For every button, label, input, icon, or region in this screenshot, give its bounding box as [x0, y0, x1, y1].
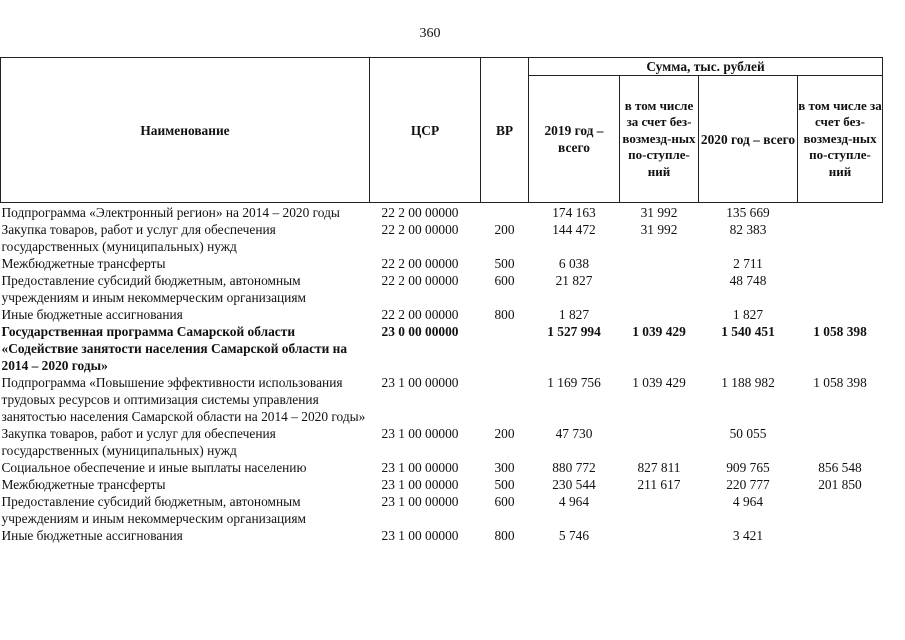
row-2019-total: 4 964 [558, 494, 590, 509]
row-2020-free [798, 306, 883, 323]
row-name: Предоставление субсидий бюджетным, автономным учреждениям и иным некоммерческим организациям [1, 494, 306, 526]
header-2020-total: 2020 год – всего [699, 76, 798, 203]
row-vr: 500 [494, 477, 515, 492]
row-csr: 23 1 00 00000 [381, 477, 459, 492]
row-2019-total: 144 472 [552, 222, 596, 237]
header-name: Наименование [1, 58, 370, 203]
row-2019-free: 1 039 429 [632, 324, 686, 339]
row-name: Государственная программа Самарской области «Содействие занятости населения Самарской области на 2014 – 2020 годы» [1, 324, 348, 373]
row-2019-total: 880 772 [552, 460, 596, 475]
row-2019-total: 5 746 [558, 528, 590, 543]
table-body [1, 203, 883, 545]
row-name: Подпрограмма «Электронный регион» на 2014 – 2020 годы [1, 205, 340, 220]
table-row [1, 255, 883, 272]
row-2019-free [620, 272, 699, 306]
row-csr: 22 2 00 00000 [381, 256, 459, 271]
row-2020-total: 50 055 [729, 426, 767, 441]
row-name: Социальное обеспечение и иные выплаты населению [1, 460, 307, 475]
row-name: Иные бюджетные ассигнования [1, 528, 183, 543]
row-csr: 23 1 00 00000 [381, 494, 459, 509]
row-csr: 23 1 00 00000 [381, 426, 459, 441]
row-name: Межбюджетные трансферты [1, 477, 166, 492]
table-row [1, 374, 883, 425]
row-2019-total: 21 827 [555, 273, 593, 288]
row-vr: 200 [494, 426, 515, 441]
table-row [1, 459, 883, 476]
row-2019-free [620, 493, 699, 527]
row-2019-free: 827 811 [637, 460, 681, 475]
row-name: Закупка товаров, работ и услуг для обеспечения государственных (муниципальных) нужд [1, 222, 276, 254]
header-vr: ВР [481, 58, 529, 203]
row-2020-free [798, 527, 883, 544]
row-2019-total: 1 527 994 [547, 324, 601, 339]
row-2020-total: 1 188 982 [721, 375, 775, 390]
row-2019-free: 31 992 [640, 205, 678, 220]
table-row [1, 203, 883, 222]
row-csr: 22 2 00 00000 [381, 273, 459, 288]
table-row [1, 323, 883, 374]
row-vr: 200 [494, 222, 515, 237]
row-2020-free [798, 493, 883, 527]
row-2019-free [620, 425, 699, 459]
row-csr: 22 2 00 00000 [381, 205, 459, 220]
row-2019-total: 6 038 [558, 256, 590, 271]
row-2020-total: 909 765 [726, 460, 770, 475]
row-2020-free [798, 203, 883, 222]
row-vr: 600 [494, 273, 515, 288]
header-sum: Сумма, тыс. рублей [529, 58, 883, 76]
row-vr: 300 [494, 460, 515, 475]
row-csr: 23 1 00 00000 [381, 460, 459, 475]
row-2019-total: 1 827 [558, 307, 590, 322]
row-2019-free: 31 992 [640, 222, 678, 237]
row-vr: 500 [494, 256, 515, 271]
row-2020-total: 220 777 [726, 477, 770, 492]
row-vr: 600 [494, 494, 515, 509]
row-2020-free [798, 272, 883, 306]
row-vr [481, 374, 529, 425]
row-csr: 22 2 00 00000 [381, 307, 459, 322]
row-name: Межбюджетные трансферты [1, 256, 166, 271]
row-2019-total: 47 730 [555, 426, 593, 441]
budget-table [0, 57, 883, 544]
page-number: 360 [419, 26, 441, 41]
header-2019-total: 2019 год – всего [529, 76, 620, 203]
row-vr [481, 203, 529, 222]
row-vr [481, 323, 529, 374]
header-2020-free: в том числе за счет без-возмезд-ных по-ступле-ний [798, 76, 883, 203]
row-name: Подпрограмма «Повышение эффективности использования трудовых ресурсов и оптимизация системы управления занятостью населения Самарской области на 2014 – 2020 годы» [1, 375, 366, 424]
row-2020-total: 2 711 [733, 256, 763, 271]
row-2020-total: 3 421 [732, 528, 764, 543]
row-2019-total: 1 169 756 [547, 375, 601, 390]
row-csr: 22 2 00 00000 [381, 222, 459, 237]
table-row [1, 306, 883, 323]
row-vr: 800 [494, 528, 515, 543]
row-2020-total: 4 964 [732, 494, 764, 509]
row-2020-free: 856 548 [818, 460, 862, 475]
row-name: Закупка товаров, работ и услуг для обеспечения государственных (муниципальных) нужд [1, 426, 276, 458]
row-2020-total: 1 540 451 [721, 324, 775, 339]
table-header [1, 58, 883, 203]
header-2019-free: в том числе за счет без-возмезд-ных по-ступле-ний [620, 76, 699, 203]
row-2020-free: 1 058 398 [813, 375, 867, 390]
table-row [1, 425, 883, 459]
row-2020-total: 135 669 [726, 205, 770, 220]
row-csr: 23 1 00 00000 [381, 375, 459, 390]
row-2020-free: 1 058 398 [813, 324, 867, 339]
table-row [1, 493, 883, 527]
row-2019-free: 1 039 429 [632, 375, 686, 390]
row-2019-total: 174 163 [552, 205, 596, 220]
row-name: Предоставление субсидий бюджетным, автономным учреждениям и иным некоммерческим организациям [1, 273, 306, 305]
row-2020-free [798, 221, 883, 255]
row-2019-total: 230 544 [552, 477, 596, 492]
row-2020-total: 82 383 [729, 222, 767, 237]
row-2019-free [620, 255, 699, 272]
table-row [1, 221, 883, 255]
row-2020-free: 201 850 [818, 477, 862, 492]
row-2020-total: 48 748 [729, 273, 767, 288]
table-row [1, 476, 883, 493]
row-2020-total: 1 827 [732, 307, 764, 322]
row-2020-free [798, 255, 883, 272]
row-2020-free [798, 425, 883, 459]
row-2019-free [620, 306, 699, 323]
row-csr: 23 0 00 00000 [381, 324, 459, 339]
table-row [1, 527, 883, 544]
row-csr: 23 1 00 00000 [381, 528, 459, 543]
header-csr: ЦСР [370, 58, 481, 203]
row-2019-free [620, 527, 699, 544]
row-2019-free: 211 617 [637, 477, 681, 492]
row-vr: 800 [494, 307, 515, 322]
row-name: Иные бюджетные ассигнования [1, 307, 183, 322]
table-row [1, 272, 883, 306]
